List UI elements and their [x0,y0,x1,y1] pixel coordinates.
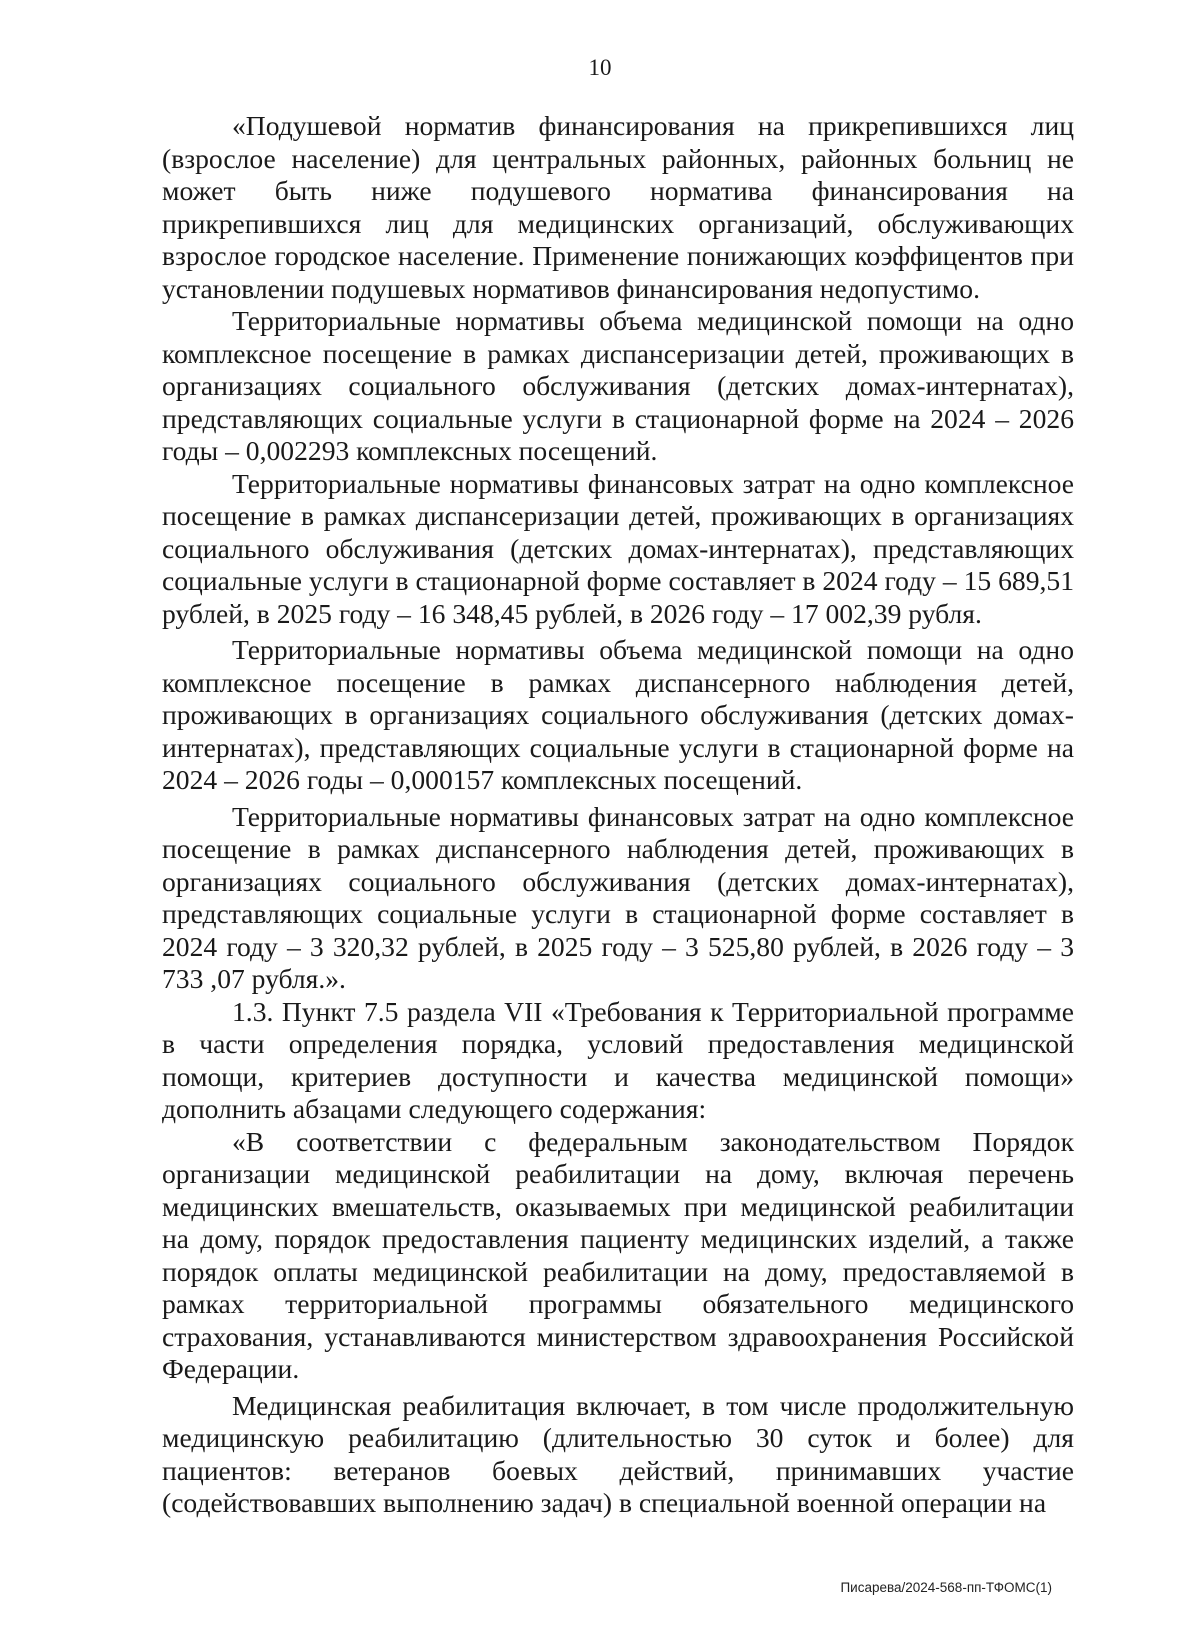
paragraph: «Подушевой норматив финансирования на прикрепившихся лиц (взрослое население) для центральных районных, районных больниц не может быть ниже подушевого норматива финансирования на прикрепившихся лиц для медицинских организаций, обслуживающих взрослое городское население. Применение понижающих коэффицентов при установлении подушевых нормативов финансирования недопустимо. [162,110,1074,304]
paragraph: «В соответствии с федеральным законодательством Порядок организации медицинской реабилитации на дому, включая перечень медицинских вмешательств, оказываемых при медицинской реабилитации на дому, порядок предоставления пациенту медицинских изделий, а также порядок оплаты медицинской реабилитации на дому, предоставляемой в рамках территориальной программы обязательного медицинского страхования, устанавливаются министерством здравоохранения Российской Федерации. [162,1125,1074,1384]
paragraph: 1.3. Пункт 7.5 раздела VII «Требования к Территориальной программе в части определения порядка, условий предоставления медицинской помощи, критериев доступности и качества медицинской помощи» дополнить абзацами следующего содержания: [162,995,1074,1124]
paragraph: Территориальные нормативы объема медицинской помощи на одно комплексное посещение в рамках диспансерного наблюдения детей, проживающих в организациях социального обслуживания (детских домах-интернатах), представляющих социальные услуги в стационарной форме на 2024 – 2026 годы – 0,000157 комплексных посещений. [162,634,1074,795]
paragraph: Территориальные нормативы финансовых затрат на одно комплексное посещение в рамках диспансеризации детей, проживающих в организациях социального обслуживания (детских домах-интернатах), представляющих социальные услуги в стационарной форме составляет в 2024 году – 15 689,51 рублей, в 2025 году – 16 348,45 рублей, в 2026 году – 17 002,39 рубля. [162,467,1074,629]
paragraph: Территориальные нормативы объема медицинской помощи на одно комплексное посещение в рамках диспансеризации детей, проживающих в организациях социального обслуживания (детских домах-интернатах), представляющих социальные услуги в стационарной форме на 2024 – 2026 годы – 0,002293 комплексных посещений. [162,305,1074,466]
paragraph: Медицинская реабилитация включает, в том числе продолжительную медицинскую реабилитацию (длительностью 30 суток и более) для пациентов: ветеранов боевых действий, принимавших участие (содействовавших выполнению задач) в специальной военной операции на [162,1389,1074,1518]
paragraph: Территориальные нормативы финансовых затрат на одно комплексное посещение в рамках диспансерного наблюдения детей, проживающих в организациях социального обслуживания (детских домах-интернатах), представляющих социальные услуги в стационарной форме составляет в 2024 году – 3 320,32 рублей, в 2025 году – 3 525,80 рублей, в 2026 году – 3 733 ,07 рубля.». [162,800,1074,994]
page-number: 10 [588,55,612,80]
document-body [162,110,1074,1520]
document-footer-id: Писарева/2024-568-пп-ТФОМС(1) [840,1580,1052,1595]
